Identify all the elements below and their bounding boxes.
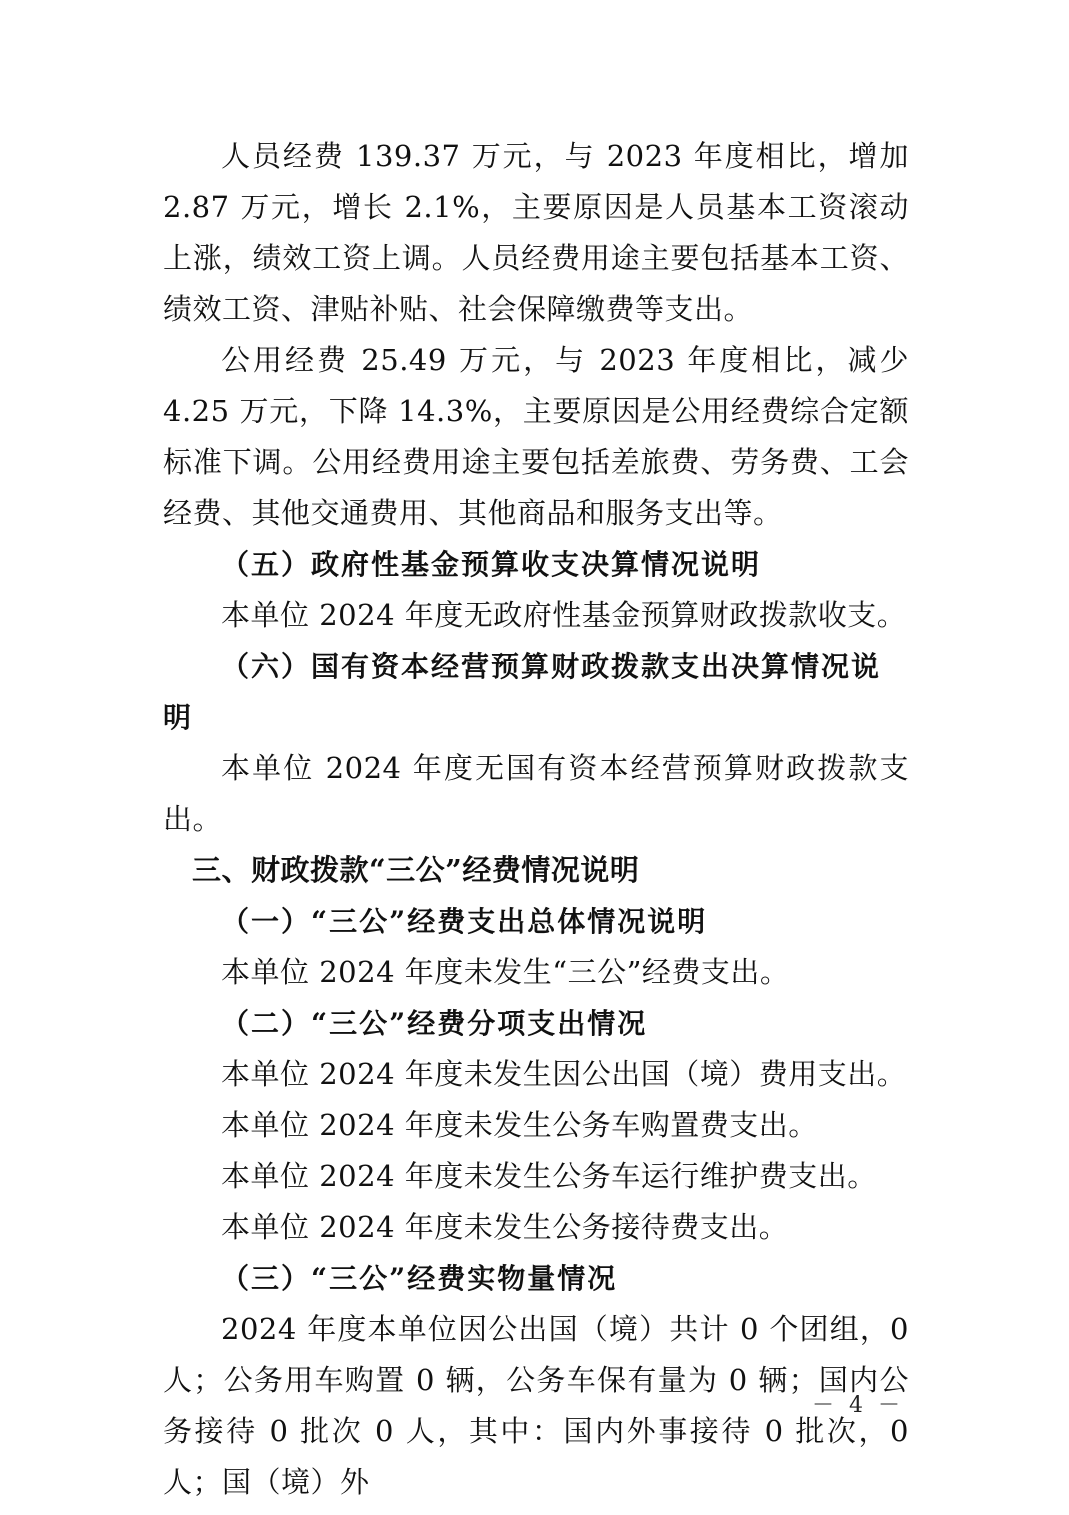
paragraph-public-expenses: 公用经费 25.49 万元，与 2023 年度相比，减少 4.25 万元，下降 14.3%，主要原因是公用经费综合定额标准下调。公用经费用途主要包括差旅费、劳务费、工会经费、其他交通费用、其他商品和服务支出等。 [163, 343, 909, 530]
heading-three-public-overall: （一）“三公”经费支出总体情况说明 [221, 905, 708, 938]
section-heading-three-public: 三、财政拨款“三公”经费情况说明 [192, 853, 640, 887]
paragraph-reception: 本单位 2024 年度未发生公务接待费支出。 [221, 1210, 789, 1244]
paragraph-state-capital-none: 本单位 2024 年度无国有资本经营预算财政拨款支出。 [163, 751, 909, 836]
document-body [163, 131, 909, 1508]
heading-three-public-physical: （三）“三公”经费实物量情况 [221, 1262, 618, 1295]
paragraph-vehicle-maintenance: 本单位 2024 年度未发生公务车运行维护费支出。 [221, 1159, 877, 1193]
heading-government-fund-budget: （五）政府性基金预算收支决算情况说明 [221, 548, 762, 581]
page-number: － 4 － [812, 1393, 904, 1418]
paragraph-three-public-none: 本单位 2024 年度未发生“三公”经费支出。 [221, 955, 790, 989]
paragraph-overseas-travel: 本单位 2024 年度未发生因公出国（境）费用支出。 [221, 1057, 907, 1091]
paragraph-vehicle-purchase: 本单位 2024 年度未发生公务车购置费支出。 [221, 1108, 818, 1142]
paragraph-personnel-expenses: 人员经费 139.37 万元，与 2023 年度相比，增加 2.87 万元，增长 2.1%，主要原因是人员基本工资滚动上涨，绩效工资上调。人员经费用途主要包括基本工资、绩效工资、津贴补贴、社会保障缴费等支出。 [163, 139, 909, 326]
paragraph-physical-quantities: 2024 年度本单位因公出国（境）共计 0 个团组，0 人；公务用车购置 0 辆，公务车保有量为 0 辆；国内公务接待 0 批次 0 人，其中：国内外事接待 0 批次，0 人；国（境）外 [163, 1312, 909, 1499]
paragraph-government-fund-none: 本单位 2024 年度无政府性基金预算财政拨款收支。 [221, 598, 907, 632]
heading-three-public-itemized: （二）“三公”经费分项支出情况 [221, 1007, 648, 1040]
heading-state-capital-budget: （六）国有资本经营预算财政拨款支出决算情况说明 [163, 650, 882, 734]
